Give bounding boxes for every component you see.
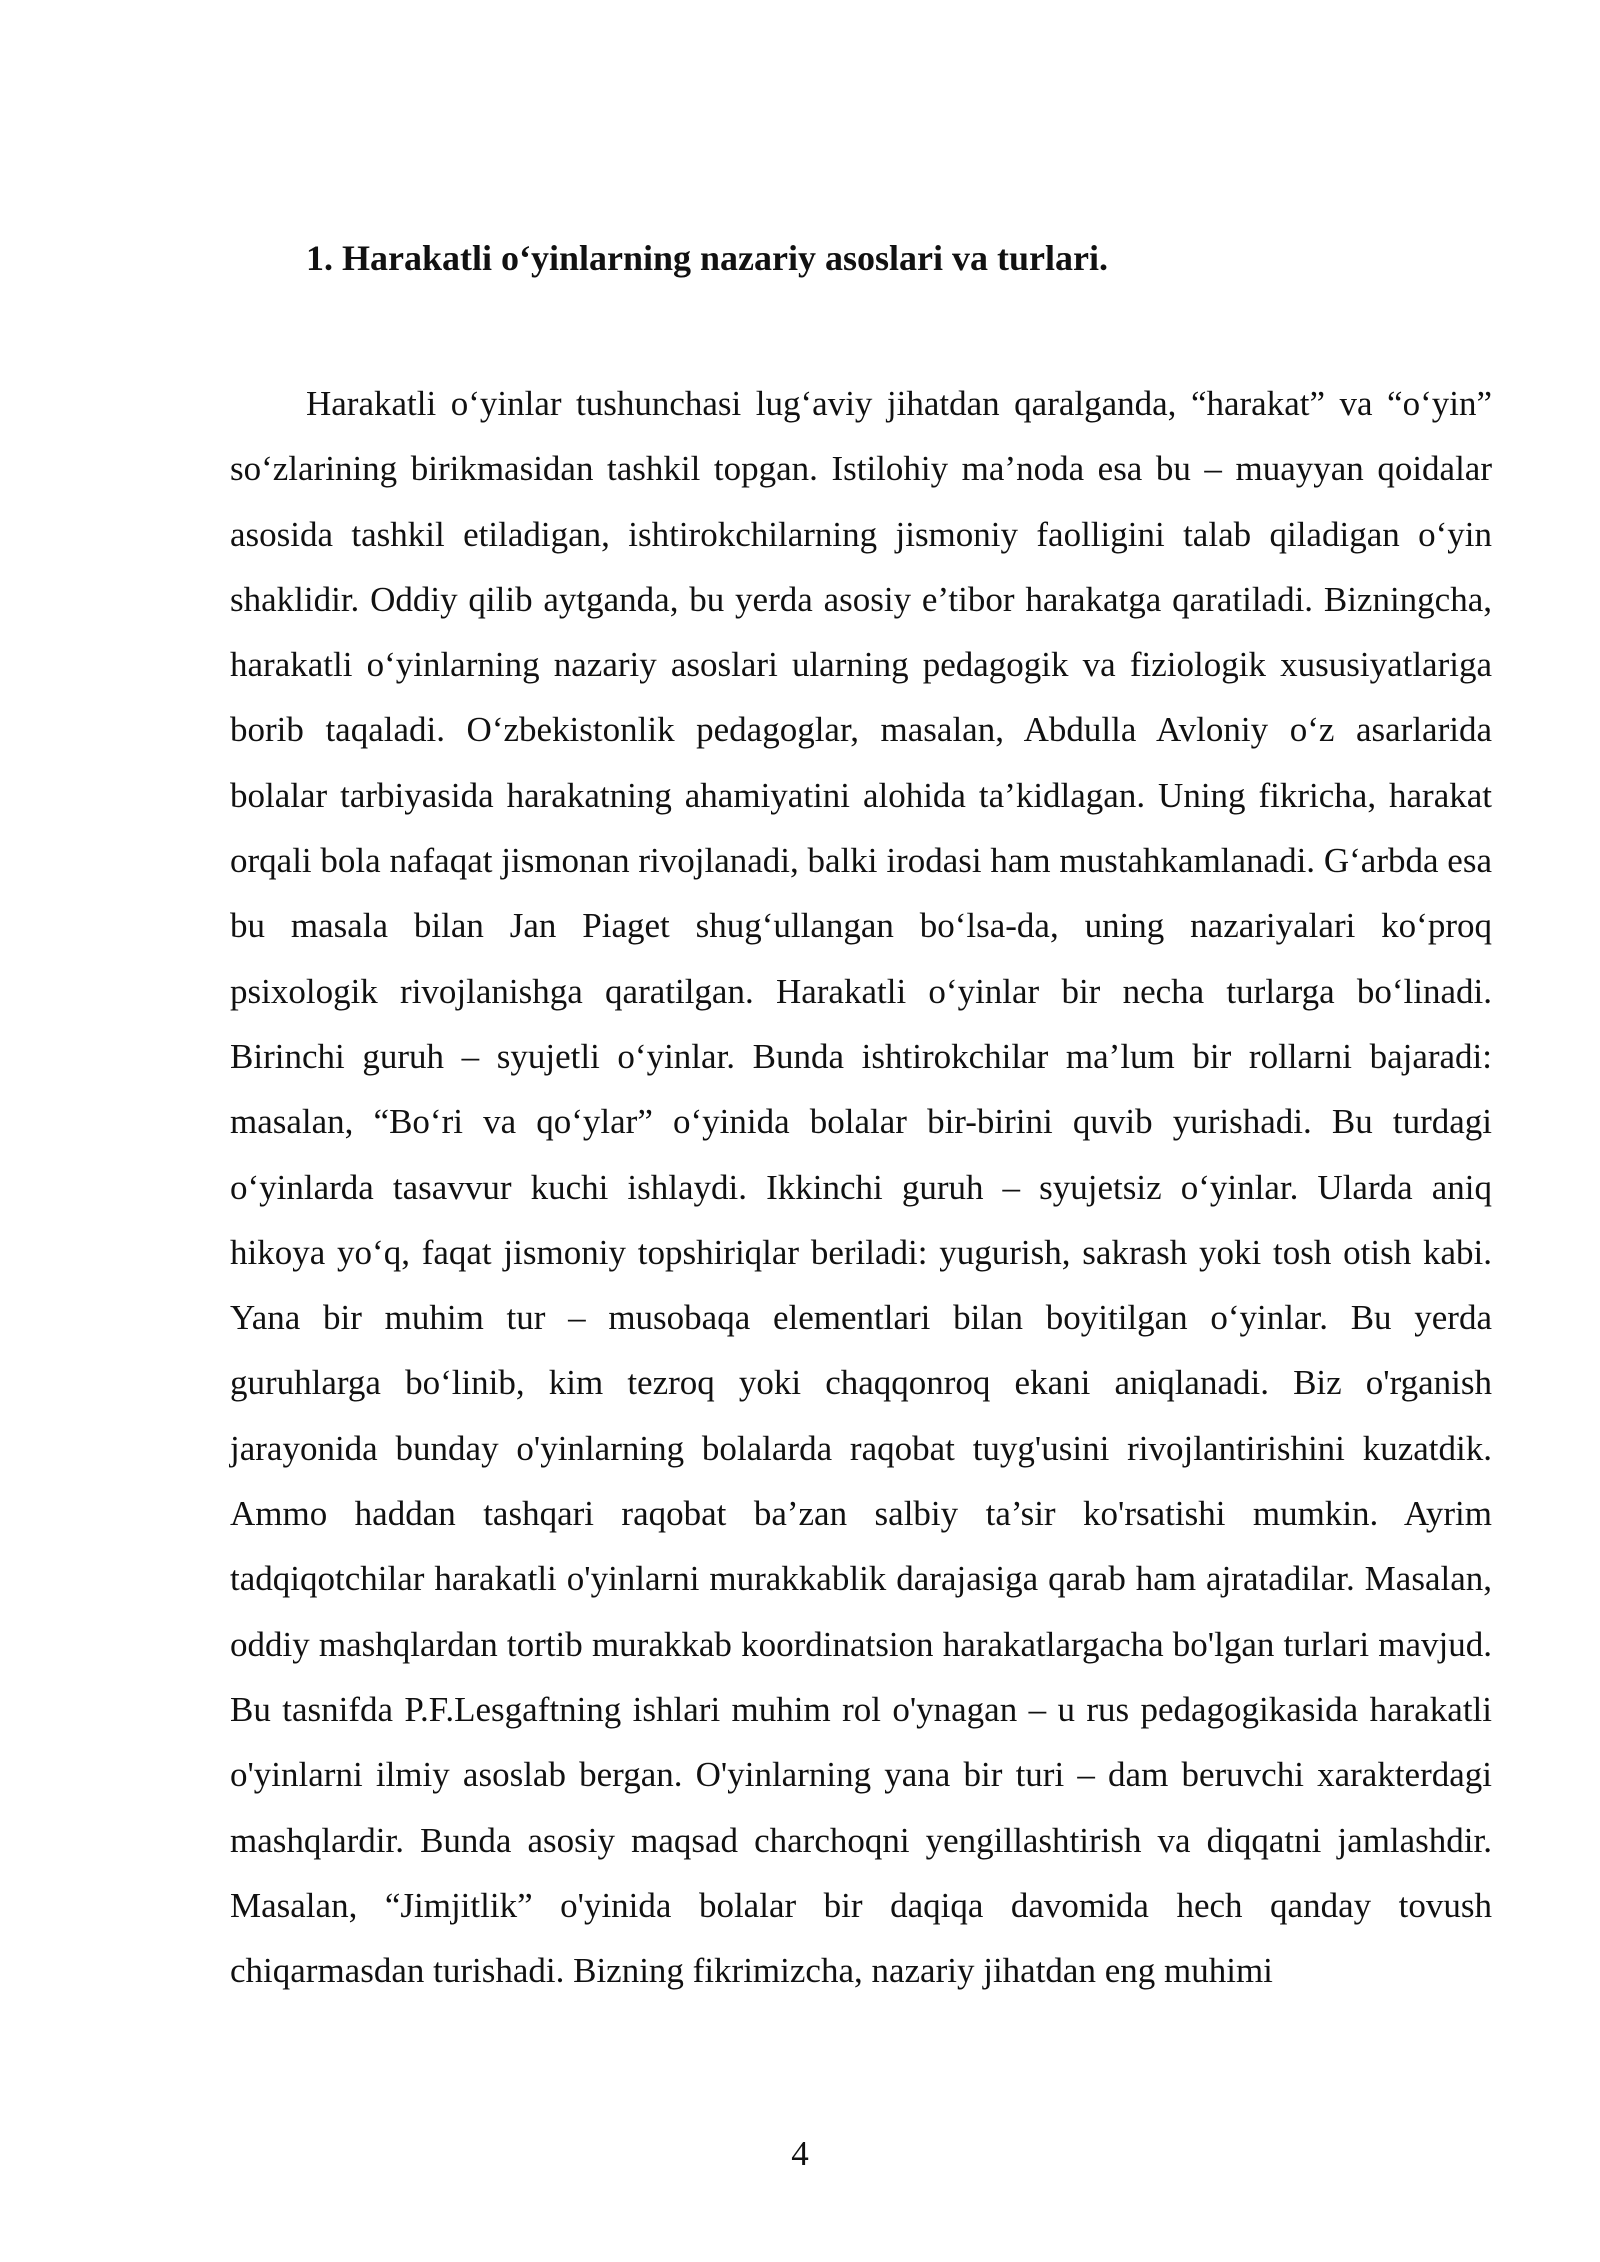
section-heading: 1. Harakatli o‘yinlarning nazariy asoslari va turlari. [306, 238, 1108, 278]
body-paragraph: Harakatli o‘yinlar tushunchasi lug‘aviy jihatdan qaralganda, “harakat” va “o‘yin” so‘zlarining birikmasidan tashkil topgan. Istilohiy ma’noda esa bu – muayyan qoidalar asosida tashkil etiladigan, ishtirokchilarning jismoniy faolligini talab qiladigan o‘yin shaklidir. Oddiy qilib aytganda, bu yerda asosiy e’tibor harakatga qaratiladi. Bizningcha, harakatli o‘yinlarning nazariy asoslari ularning pedagogik va fiziologik xususiyatlariga borib taqaladi. O‘zbekistonlik pedagoglar, masalan, Abdulla Avloniy o‘z asarlarida bolalar tarbiyasida harakatning ahamiyatini alohida ta’kidlagan. Uning fikricha, harakat orqali bola nafaqat jismonan rivojlanadi, balki irodasi ham mustahkamlanadi. G‘arbda esa bu masala bilan Jan Piaget shug‘ullangan bo‘lsa-da, uning nazariyalari ko‘proq psixologik rivojlanishga qaratilgan. Harakatli o‘yinlar bir necha turlarga bo‘linadi. Birinchi guruh – syujetli o‘yinlar. Bunda ishtirokchilar ma’lum bir rollarni bajaradi: masalan, “Bo‘ri va qo‘ylar” o‘yinida bolalar bir-birini quvib yurishadi. Bu turdagi o‘yinlarda tasavvur kuchi ishlaydi. Ikkinchi guruh – syujetsiz o‘yinlar. Ularda aniq hikoya yo‘q, faqat jismoniy topshiriqlar beriladi: yugurish, sakrash yoki tosh otish kabi. Yana bir muhim tur – musobaqa elementlari bilan boyitilgan o‘yinlar. Bu yerda guruhlarga bo‘linib, kim tezroq yoki chaqqonroq ekani aniqlanadi. Biz o'rganish jarayonida bunday o'yinlarning bolalarda raqobat tuyg'usini rivojlantirishini kuzatdik. Ammo haddan tashqari raqobat ba’zan salbiy ta’sir ko'rsatishi mumkin. Ayrim tadqiqotchilar harakatli o'yinlarni murakkablik darajasiga qarab ham ajratadilar. Masalan, oddiy mashqlardan tortib murakkab koordinatsion harakatlargacha bo'lgan turlari mavjud. Bu tasnifda P.F.Lesgaftning ishlari muhim rol o'ynagan – u rus pedagogikasida harakatli o'yinlarni ilmiy asoslab bergan. O'yinlarning yana bir turi – dam beruvchi xarakterdagi mashqlardir. Bunda asosiy maqsad charchoqni yengillashtirish va diqqatni jamlashdir. Masalan, “Jimjitlik” o'yinida bolalar bir daqiqa davomida hech qanday tovush chiqarmasdan turishadi. Bizning fikrimizcha, nazariy jihatdan eng muhimi [230, 384, 1492, 1991]
page-number: 4 [791, 2134, 809, 2173]
